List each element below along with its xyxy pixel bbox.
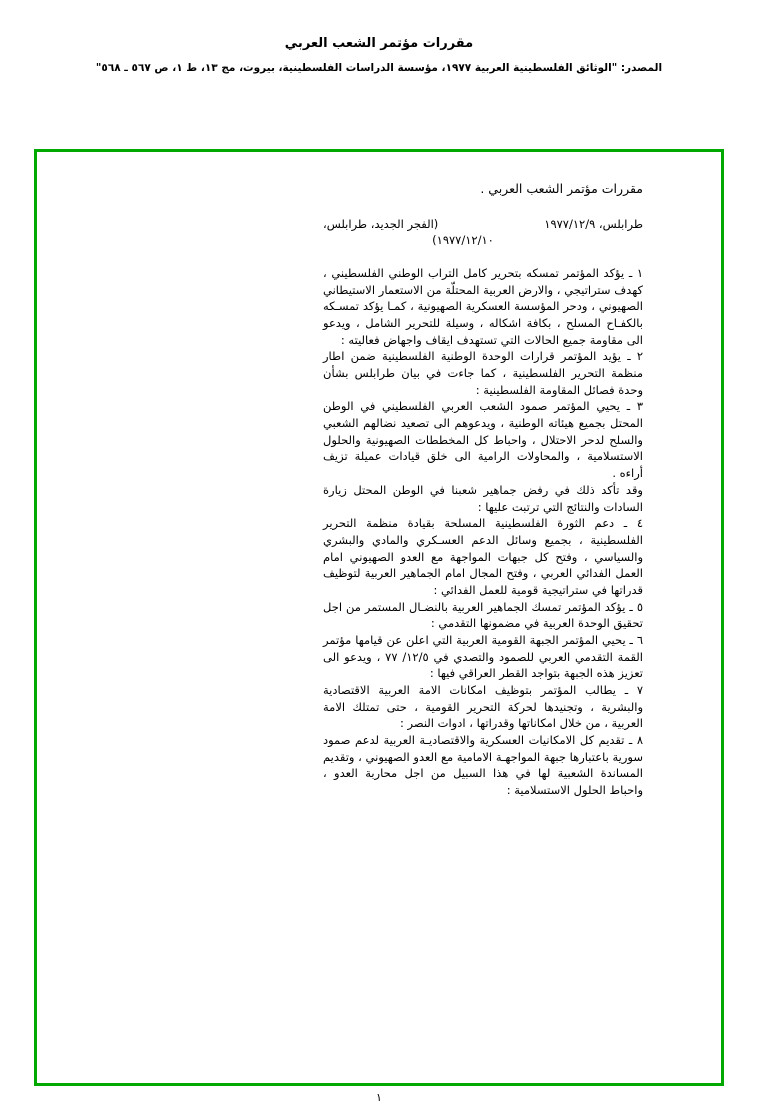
page-title: مقررات مؤتمر الشعب العربي bbox=[284, 36, 474, 51]
paragraph-9: ٨ ـ تقديم كل الامكانيات العسكرية والاقتصاديـة العربية لدعم صمود سورية باعتبارها جبهة المواجهـة الامامية مع العدو الصهيوني ، وتقديم المساندة الشعبية لها في هذا السبيل من اجل محاربة العدو ، واحباط الحلول الاستسلامية : bbox=[323, 732, 643, 797]
paragraph-7: ٦ ـ يحيي المؤتمر الجبهة القومية العربية التي اعلن عن قيامها مؤتمر القمة التقدمي العربي للصمود والتصدي في ١٢/٥/ ٧٧ ، ويدعو الى تعزيز هذه الجبهة بتواجد القطر العراقي فيها : bbox=[323, 632, 644, 681]
content-frame bbox=[34, 149, 724, 1086]
dateline-publication: (الفجر الجديد، طرابلس، bbox=[323, 216, 439, 231]
page-number: ١ bbox=[376, 1091, 382, 1104]
dateline-publication-date: ١٩٧٧/١٢/١٠) bbox=[432, 233, 494, 248]
document-page bbox=[0, 36, 758, 1114]
source-citation: المصدر: "الوثائق الفلسطينية العربية ١٩٧٧، مؤسسة الدراسات الفلسطينية، بيروت، مج ١٣، ط ١، ص ٥٦٧ ـ ٥٦٨" bbox=[95, 62, 663, 74]
document-heading: مقررات مؤتمر الشعب العربي . bbox=[480, 181, 643, 196]
dateline-place-date: طرابلس، ١٩٧٧/١٢/٩ bbox=[544, 216, 643, 231]
paragraph-5: ٤ ـ دعم الثورة الفلسطينية المسلحة بقيادة منظمة التحرير الفلسطينية ، بجميع وسائل الدعم العسـكري والمادي والبشري والسياسي ، وفتح كل جبهات المواجهة مع العدو الصهيوني امام العمل الفدائي العربي ، وفتح المجال امام الجماهير العربية لتوظيف قدراتها في ستراتيجية قومية للعمل الفدائي : bbox=[323, 516, 643, 597]
paragraph-6: ٥ ـ يؤكد المؤتمر تمسك الجماهير العربية بالنضـال المستمر من اجل تحقيق الوحدة العربية في مضمونها التقدمي : bbox=[323, 599, 643, 631]
paragraph-8: ٧ ـ يطالب المؤتمر بتوظيف امكانات الامة العربية الاقتصادية والبشرية ، وتجنيدها لحركة التحرير القومية ، حتى تمتلك الامة العربية ، من خلال امكاناتها وقدراتها ، ادوات النصر : bbox=[323, 682, 643, 731]
dateline bbox=[323, 216, 643, 249]
document-body bbox=[323, 180, 643, 799]
paragraph-2: ٢ ـ يؤيد المؤتمر قرارات الوحدة الوطنية الفلسطينية ضمن اطار منظمة التحرير الفلسطينية ، كما جاءت في بيان طرابلس بشأن وحدة فصائل المقاومة الفلسطينية : bbox=[323, 349, 643, 397]
paragraph-4: وقد تأكد ذلك في رفض جماهير شعبنا في الوطن المحتل زيارة السادات والنتائج التي ترتبت عليها : bbox=[323, 482, 643, 514]
paragraph-1: ١ ـ يؤكد المؤتمر تمسكه بتحرير كامل التراب الوطني الفلسطيني ، كهدف ستراتيجي ، والارض العربية المحتلّة من الاستعمار الاستيطاني الصهيوني ، ودحر المؤسسة العسكرية الصهيونية ، كمـا يؤكد تمسـكه بالكفـاح المسلح ، بكافة اشكاله ، وسيلة للتحرير الشامل ، ويدعو الى مقاومة جميع الحالات التي تستهدف ايقاف واجهاض فعاليته : bbox=[323, 266, 643, 347]
paragraph-3: ٣ ـ يحيي المؤتمر صمود الشعب العربي الفلسطيني في الوطن المحتل بجميع هيئاته الوطنية ، ويدعوهم الى تصعيد نضالهم الشعبي والسلح لدحر الاحتلال ، واحباط كل المخططات الصهيونية والحلول الاستسلامية ، والمحاولات الرامية الى خلق قيادات عميلة تزيف أراءه . bbox=[323, 399, 643, 481]
